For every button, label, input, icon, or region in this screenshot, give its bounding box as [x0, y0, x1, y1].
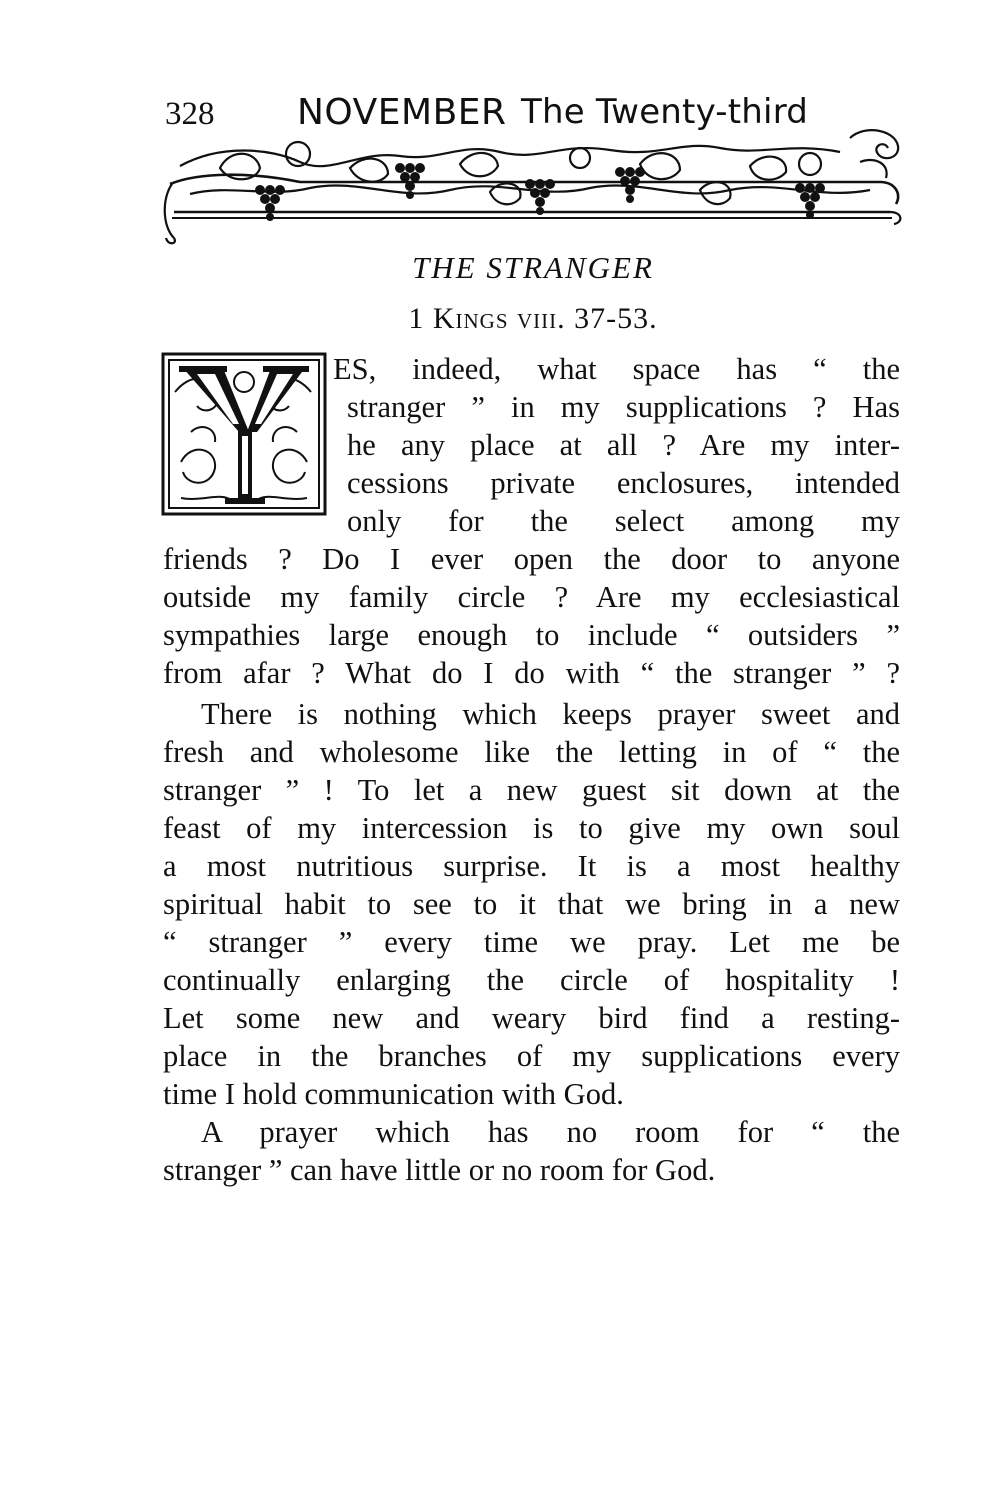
text-line-4: cessions private enclosures, intended [347, 466, 900, 500]
ornamental-dropcap-y [161, 352, 327, 516]
text-line-9: from afar ? What do I do with “ the stranger ” ? [163, 656, 900, 690]
text-line-8: sympathies large enough to include “ outsiders ” [163, 618, 900, 652]
month-heading: NOVEMBER [297, 92, 507, 133]
grapevine-banner-ornament [160, 128, 910, 246]
text-line-6: friends ? Do I ever open the door to anyone [163, 542, 900, 576]
page-number: 328 [165, 96, 215, 132]
text-line-2: stranger ” in my supplications ? Has [347, 390, 900, 424]
text-line-11: fresh and wholesome like the letting in of “ the [163, 735, 900, 769]
text-line-15: spiritual habit to see to it that we bring in a new [163, 887, 900, 921]
text-line-21: A prayer which has no room for “ the [201, 1115, 900, 1149]
text-line-17: continually enlarging the circle of hospitality ! [163, 963, 900, 997]
text-line-7: outside my family circle ? Are my ecclesiastical [163, 580, 900, 614]
text-line-18: Let some new and weary bird find a resting- [163, 1001, 900, 1035]
text-line-16: “ stranger ” every time we pray. Let me be [163, 925, 900, 959]
day-heading: The Twenty-third [521, 92, 809, 132]
text-line-10: There is nothing which keeps prayer sweet and [201, 697, 900, 731]
text-line-19: place in the branches of my supplications every [163, 1039, 900, 1073]
text-line-12: stranger ” ! To let a new guest sit down at the [163, 773, 900, 807]
text-line-22: stranger ” can have little or no room for God. [163, 1153, 716, 1187]
text-line-13: feast of my intercession is to give my own soul [163, 811, 900, 845]
text-line-3: he any place at all ? Are my inter- [347, 428, 900, 462]
entry-title: THE STRANGER [412, 250, 654, 285]
text-line-1: ES, indeed, what space has “ the [333, 352, 900, 386]
text-line-14: a most nutritious surprise. It is a most healthy [163, 849, 900, 883]
text-line-5: only for the select among my [347, 504, 900, 538]
text-line-20: time I hold communication with God. [163, 1077, 624, 1111]
scripture-reference: 1 Kings viii. 37-53. [408, 302, 658, 335]
